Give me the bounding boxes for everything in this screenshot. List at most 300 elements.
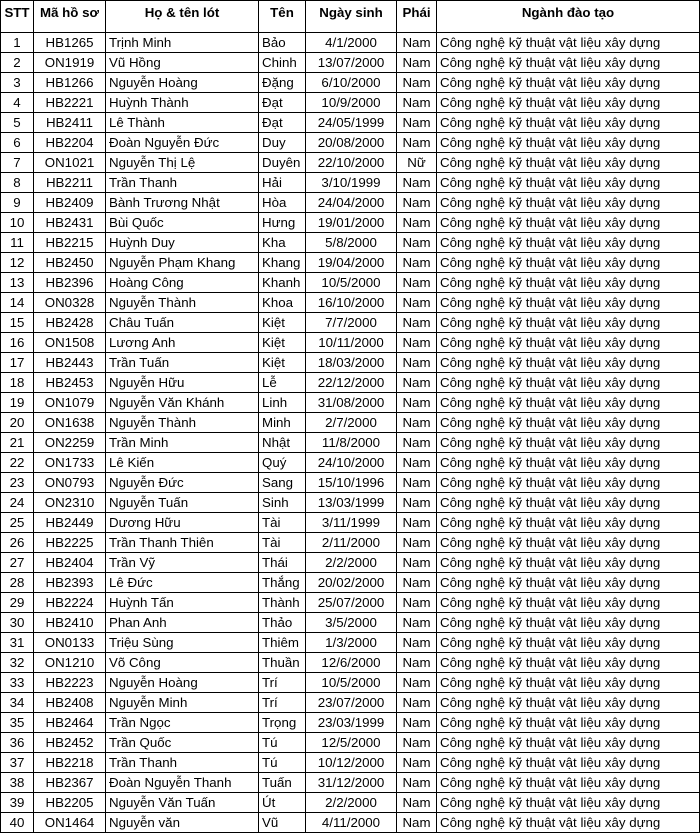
cell-phai: Nam: [397, 733, 437, 753]
cell-ten: Vũ: [259, 813, 306, 833]
cell-stt: 4: [1, 93, 34, 113]
table-row: [1, 73, 700, 93]
cell-stt: 32: [1, 653, 34, 673]
cell-ho-ten-lot: Nguyễn Phạm Khang: [106, 253, 259, 273]
cell-ten: Trí: [259, 693, 306, 713]
cell-ten: Duy: [259, 133, 306, 153]
cell-ho-ten-lot: Huỳnh Duy: [106, 233, 259, 253]
cell-nganh-dao-tao: Công nghệ kỹ thuật vật liệu xây dựng: [437, 813, 700, 833]
cell-ma-ho-so: HB1265: [34, 33, 106, 53]
cell-ten: Tú: [259, 753, 306, 773]
cell-ten: Út: [259, 793, 306, 813]
cell-stt: 35: [1, 713, 34, 733]
cell-stt: 21: [1, 433, 34, 453]
cell-ho-ten-lot: Hoàng Công: [106, 273, 259, 293]
cell-phai: Nam: [397, 653, 437, 673]
cell-nganh-dao-tao: Công nghệ kỹ thuật vật liệu xây dựng: [437, 713, 700, 733]
cell-phai: Nam: [397, 773, 437, 793]
cell-nganh-dao-tao: Công nghệ kỹ thuật vật liệu xây dựng: [437, 573, 700, 593]
table-row: [1, 653, 700, 673]
cell-ngay-sinh: 23/03/1999: [306, 713, 397, 733]
cell-ngay-sinh: 24/10/2000: [306, 453, 397, 473]
cell-ngay-sinh: 15/10/1996: [306, 473, 397, 493]
cell-ma-ho-so: ON0133: [34, 633, 106, 653]
table-row: [1, 573, 700, 593]
cell-stt: 38: [1, 773, 34, 793]
cell-nganh-dao-tao: Công nghệ kỹ thuật vật liệu xây dựng: [437, 473, 700, 493]
table-row: [1, 113, 700, 133]
cell-ngay-sinh: 1/3/2000: [306, 633, 397, 653]
cell-phai: Nam: [397, 233, 437, 253]
cell-ho-ten-lot: Đoàn Nguyễn Thanh: [106, 773, 259, 793]
cell-nganh-dao-tao: Công nghệ kỹ thuật vật liệu xây dựng: [437, 753, 700, 773]
cell-ma-ho-so: HB2367: [34, 773, 106, 793]
cell-ten: Tú: [259, 733, 306, 753]
table-row: [1, 393, 700, 413]
table-row: [1, 353, 700, 373]
cell-ten: Đặng: [259, 73, 306, 93]
table-row: [1, 693, 700, 713]
cell-ma-ho-so: HB2450: [34, 253, 106, 273]
cell-ngay-sinh: 2/11/2000: [306, 533, 397, 553]
cell-nganh-dao-tao: Công nghệ kỹ thuật vật liệu xây dựng: [437, 133, 700, 153]
cell-ngay-sinh: 13/03/1999: [306, 493, 397, 513]
header-ten: Tên: [259, 1, 306, 33]
table-row: [1, 493, 700, 513]
cell-ngay-sinh: 20/08/2000: [306, 133, 397, 153]
cell-ma-ho-so: ON2310: [34, 493, 106, 513]
cell-ho-ten-lot: Nguyễn văn: [106, 813, 259, 833]
cell-phai: Nam: [397, 173, 437, 193]
header-row: [1, 1, 700, 33]
cell-ten: Tài: [259, 513, 306, 533]
header-ho-ten-lot: Họ & tên lót: [106, 1, 259, 33]
cell-ma-ho-so: ON2259: [34, 433, 106, 453]
cell-nganh-dao-tao: Công nghệ kỹ thuật vật liệu xây dựng: [437, 493, 700, 513]
cell-ten: Thảo: [259, 613, 306, 633]
cell-nganh-dao-tao: Công nghệ kỹ thuật vật liệu xây dựng: [437, 393, 700, 413]
cell-stt: 40: [1, 813, 34, 833]
cell-ten: Khoa: [259, 293, 306, 313]
cell-nganh-dao-tao: Công nghệ kỹ thuật vật liệu xây dựng: [437, 733, 700, 753]
cell-stt: 36: [1, 733, 34, 753]
cell-ma-ho-so: HB2205: [34, 793, 106, 813]
cell-ngay-sinh: 2/2/2000: [306, 553, 397, 573]
cell-ho-ten-lot: Trần Ngọc: [106, 713, 259, 733]
cell-stt: 1: [1, 33, 34, 53]
cell-ngay-sinh: 5/8/2000: [306, 233, 397, 253]
cell-phai: Nam: [397, 353, 437, 373]
cell-ngay-sinh: 3/5/2000: [306, 613, 397, 633]
header-nganh-dao-tao: Ngành đào tạo: [437, 1, 700, 33]
cell-phai: Nam: [397, 813, 437, 833]
cell-ma-ho-so: HB2396: [34, 273, 106, 293]
cell-ho-ten-lot: Dương Hữu: [106, 513, 259, 533]
cell-ngay-sinh: 10/9/2000: [306, 93, 397, 113]
cell-ten: Kiệt: [259, 333, 306, 353]
cell-stt: 3: [1, 73, 34, 93]
cell-ngay-sinh: 12/5/2000: [306, 733, 397, 753]
cell-ma-ho-so: ON0328: [34, 293, 106, 313]
cell-ho-ten-lot: Nguyễn Thành: [106, 413, 259, 433]
cell-ho-ten-lot: Bùi Quốc: [106, 213, 259, 233]
cell-phai: Nam: [397, 753, 437, 773]
table-row: [1, 713, 700, 733]
cell-ngay-sinh: 22/12/2000: [306, 373, 397, 393]
cell-nganh-dao-tao: Công nghệ kỹ thuật vật liệu xây dựng: [437, 253, 700, 273]
cell-ten: Đạt: [259, 113, 306, 133]
cell-nganh-dao-tao: Công nghệ kỹ thuật vật liệu xây dựng: [437, 553, 700, 573]
cell-ngay-sinh: 4/11/2000: [306, 813, 397, 833]
cell-ten: Thắng: [259, 573, 306, 593]
cell-ma-ho-so: HB2404: [34, 553, 106, 573]
table-row: [1, 293, 700, 313]
cell-stt: 37: [1, 753, 34, 773]
cell-ma-ho-so: HB2428: [34, 313, 106, 333]
cell-ho-ten-lot: Lê Thành: [106, 113, 259, 133]
cell-phai: Nam: [397, 473, 437, 493]
cell-ma-ho-so: HB1266: [34, 73, 106, 93]
cell-ho-ten-lot: Huỳnh Thành: [106, 93, 259, 113]
cell-phai: Nam: [397, 73, 437, 93]
cell-ten: Hòa: [259, 193, 306, 213]
table-row: [1, 333, 700, 353]
cell-phai: Nam: [397, 433, 437, 453]
cell-ngay-sinh: 12/6/2000: [306, 653, 397, 673]
cell-nganh-dao-tao: Công nghệ kỹ thuật vật liệu xây dựng: [437, 53, 700, 73]
cell-ma-ho-so: HB2443: [34, 353, 106, 373]
cell-phai: Nam: [397, 33, 437, 53]
cell-stt: 10: [1, 213, 34, 233]
cell-ma-ho-so: ON1638: [34, 413, 106, 433]
cell-nganh-dao-tao: Công nghệ kỹ thuật vật liệu xây dựng: [437, 93, 700, 113]
table-row: [1, 753, 700, 773]
cell-ngay-sinh: 18/03/2000: [306, 353, 397, 373]
cell-nganh-dao-tao: Công nghệ kỹ thuật vật liệu xây dựng: [437, 113, 700, 133]
cell-nganh-dao-tao: Công nghệ kỹ thuật vật liệu xây dựng: [437, 633, 700, 653]
cell-ngay-sinh: 10/12/2000: [306, 753, 397, 773]
cell-ngay-sinh: 16/10/2000: [306, 293, 397, 313]
table-row: [1, 673, 700, 693]
cell-ten: Bảo: [259, 33, 306, 53]
cell-ngay-sinh: 4/1/2000: [306, 33, 397, 53]
cell-nganh-dao-tao: Công nghệ kỹ thuật vật liệu xây dựng: [437, 433, 700, 453]
cell-ho-ten-lot: Vũ Hồng: [106, 53, 259, 73]
cell-ngay-sinh: 2/7/2000: [306, 413, 397, 433]
cell-ho-ten-lot: Châu Tuấn: [106, 313, 259, 333]
cell-phai: Nữ: [397, 153, 437, 173]
cell-ngay-sinh: 20/02/2000: [306, 573, 397, 593]
cell-ho-ten-lot: Nguyễn Thành: [106, 293, 259, 313]
cell-ma-ho-so: ON1464: [34, 813, 106, 833]
cell-ma-ho-so: ON1079: [34, 393, 106, 413]
cell-nganh-dao-tao: Công nghệ kỹ thuật vật liệu xây dựng: [437, 293, 700, 313]
cell-ma-ho-so: HB2215: [34, 233, 106, 253]
cell-phai: Nam: [397, 713, 437, 733]
cell-stt: 33: [1, 673, 34, 693]
cell-phai: Nam: [397, 53, 437, 73]
cell-ngay-sinh: 31/12/2000: [306, 773, 397, 793]
cell-ho-ten-lot: Phan Anh: [106, 613, 259, 633]
cell-ten: Kiệt: [259, 353, 306, 373]
cell-ten: Hải: [259, 173, 306, 193]
cell-ma-ho-so: HB2218: [34, 753, 106, 773]
cell-phai: Nam: [397, 453, 437, 473]
table-row: [1, 733, 700, 753]
cell-stt: 9: [1, 193, 34, 213]
table-row: [1, 253, 700, 273]
cell-ten: Đạt: [259, 93, 306, 113]
cell-stt: 25: [1, 513, 34, 533]
cell-ten: Minh: [259, 413, 306, 433]
cell-nganh-dao-tao: Công nghệ kỹ thuật vật liệu xây dựng: [437, 73, 700, 93]
cell-phai: Nam: [397, 333, 437, 353]
cell-ngay-sinh: 19/04/2000: [306, 253, 397, 273]
cell-nganh-dao-tao: Công nghệ kỹ thuật vật liệu xây dựng: [437, 373, 700, 393]
cell-ten: Hưng: [259, 213, 306, 233]
cell-ma-ho-so: ON1210: [34, 653, 106, 673]
cell-ma-ho-so: HB2453: [34, 373, 106, 393]
table-row: [1, 593, 700, 613]
cell-ten: Khang: [259, 253, 306, 273]
table-row: [1, 213, 700, 233]
table-row: [1, 273, 700, 293]
header-ngay-sinh: Ngày sinh: [306, 1, 397, 33]
cell-ho-ten-lot: Trịnh Minh: [106, 33, 259, 53]
cell-ma-ho-so: HB2431: [34, 213, 106, 233]
cell-ho-ten-lot: Trần Minh: [106, 433, 259, 453]
cell-phai: Nam: [397, 133, 437, 153]
cell-phai: Nam: [397, 493, 437, 513]
cell-nganh-dao-tao: Công nghệ kỹ thuật vật liệu xây dựng: [437, 773, 700, 793]
cell-ho-ten-lot: Lê Kiến: [106, 453, 259, 473]
cell-nganh-dao-tao: Công nghệ kỹ thuật vật liệu xây dựng: [437, 153, 700, 173]
table-row: [1, 153, 700, 173]
cell-stt: 2: [1, 53, 34, 73]
cell-ten: Quý: [259, 453, 306, 473]
header-stt: STT: [1, 1, 34, 33]
cell-ngay-sinh: 7/7/2000: [306, 313, 397, 333]
cell-ten: Sinh: [259, 493, 306, 513]
cell-phai: Nam: [397, 293, 437, 313]
cell-phai: Nam: [397, 533, 437, 553]
cell-ho-ten-lot: Lương Anh: [106, 333, 259, 353]
cell-ngay-sinh: 24/04/2000: [306, 193, 397, 213]
cell-phai: Nam: [397, 93, 437, 113]
cell-ho-ten-lot: Bành Trương Nhật: [106, 193, 259, 213]
cell-nganh-dao-tao: Công nghệ kỹ thuật vật liệu xây dựng: [437, 213, 700, 233]
cell-stt: 34: [1, 693, 34, 713]
cell-stt: 14: [1, 293, 34, 313]
cell-phai: Nam: [397, 513, 437, 533]
cell-ngay-sinh: 19/01/2000: [306, 213, 397, 233]
cell-nganh-dao-tao: Công nghệ kỹ thuật vật liệu xây dựng: [437, 613, 700, 633]
cell-nganh-dao-tao: Công nghệ kỹ thuật vật liệu xây dựng: [437, 33, 700, 53]
cell-nganh-dao-tao: Công nghệ kỹ thuật vật liệu xây dựng: [437, 233, 700, 253]
cell-ho-ten-lot: Trần Vỹ: [106, 553, 259, 573]
cell-ma-ho-so: HB2464: [34, 713, 106, 733]
cell-ho-ten-lot: Nguyễn Đức: [106, 473, 259, 493]
cell-ma-ho-so: HB2225: [34, 533, 106, 553]
cell-stt: 6: [1, 133, 34, 153]
cell-phai: Nam: [397, 253, 437, 273]
cell-ho-ten-lot: Trần Thanh: [106, 173, 259, 193]
cell-phai: Nam: [397, 793, 437, 813]
cell-ma-ho-so: ON0793: [34, 473, 106, 493]
table-row: [1, 173, 700, 193]
table-row: [1, 633, 700, 653]
cell-nganh-dao-tao: Công nghệ kỹ thuật vật liệu xây dựng: [437, 793, 700, 813]
cell-phai: Nam: [397, 633, 437, 653]
cell-stt: 16: [1, 333, 34, 353]
cell-ho-ten-lot: Nguyễn Hoàng: [106, 673, 259, 693]
table-row: [1, 133, 700, 153]
cell-stt: 17: [1, 353, 34, 373]
cell-phai: Nam: [397, 613, 437, 633]
header-ma-ho-so: Mã hồ sơ: [34, 1, 106, 33]
cell-ho-ten-lot: Triệu Sùng: [106, 633, 259, 653]
cell-ten: Kiệt: [259, 313, 306, 333]
cell-phai: Nam: [397, 113, 437, 133]
cell-stt: 26: [1, 533, 34, 553]
cell-ngay-sinh: 25/07/2000: [306, 593, 397, 613]
table-row: [1, 373, 700, 393]
cell-stt: 15: [1, 313, 34, 333]
cell-nganh-dao-tao: Công nghệ kỹ thuật vật liệu xây dựng: [437, 413, 700, 433]
cell-phai: Nam: [397, 213, 437, 233]
cell-stt: 23: [1, 473, 34, 493]
cell-phai: Nam: [397, 573, 437, 593]
cell-ten: Khanh: [259, 273, 306, 293]
cell-ngay-sinh: 10/5/2000: [306, 273, 397, 293]
table-row: [1, 433, 700, 453]
cell-ngay-sinh: 6/10/2000: [306, 73, 397, 93]
cell-ma-ho-so: HB2410: [34, 613, 106, 633]
cell-phai: Nam: [397, 393, 437, 413]
cell-ho-ten-lot: Nguyễn Minh: [106, 693, 259, 713]
cell-ho-ten-lot: Lê Đức: [106, 573, 259, 593]
cell-ten: Nhật: [259, 433, 306, 453]
table-row: [1, 613, 700, 633]
table-row: [1, 233, 700, 253]
cell-ngay-sinh: 10/5/2000: [306, 673, 397, 693]
cell-nganh-dao-tao: Công nghệ kỹ thuật vật liệu xây dựng: [437, 353, 700, 373]
cell-ho-ten-lot: Võ Công: [106, 653, 259, 673]
table-row: [1, 773, 700, 793]
cell-stt: 8: [1, 173, 34, 193]
cell-ngay-sinh: 10/11/2000: [306, 333, 397, 353]
cell-ma-ho-so: HB2224: [34, 593, 106, 613]
cell-ho-ten-lot: Trần Thanh Thiên: [106, 533, 259, 553]
cell-ten: Sang: [259, 473, 306, 493]
cell-ten: Linh: [259, 393, 306, 413]
table-row: [1, 513, 700, 533]
cell-ten: Tuấn: [259, 773, 306, 793]
cell-stt: 28: [1, 573, 34, 593]
cell-ma-ho-so: HB2221: [34, 93, 106, 113]
cell-ma-ho-so: HB2449: [34, 513, 106, 533]
cell-phai: Nam: [397, 193, 437, 213]
cell-ho-ten-lot: Đoàn Nguyễn Đức: [106, 133, 259, 153]
cell-nganh-dao-tao: Công nghệ kỹ thuật vật liệu xây dựng: [437, 513, 700, 533]
cell-ngay-sinh: 22/10/2000: [306, 153, 397, 173]
table-row: [1, 473, 700, 493]
cell-stt: 24: [1, 493, 34, 513]
cell-ten: Thuần: [259, 653, 306, 673]
cell-ho-ten-lot: Nguyễn Hoàng: [106, 73, 259, 93]
cell-phai: Nam: [397, 413, 437, 433]
cell-stt: 27: [1, 553, 34, 573]
cell-stt: 39: [1, 793, 34, 813]
cell-phai: Nam: [397, 553, 437, 573]
cell-stt: 5: [1, 113, 34, 133]
cell-ngay-sinh: 11/8/2000: [306, 433, 397, 453]
header-phai: Phái: [397, 1, 437, 33]
table-row: [1, 453, 700, 473]
cell-ma-ho-so: HB2452: [34, 733, 106, 753]
cell-phai: Nam: [397, 673, 437, 693]
cell-ten: Trọng: [259, 713, 306, 733]
cell-ten: Trí: [259, 673, 306, 693]
cell-ngay-sinh: 2/2/2000: [306, 793, 397, 813]
cell-ngay-sinh: 13/07/2000: [306, 53, 397, 73]
table-row: [1, 553, 700, 573]
cell-ten: Thái: [259, 553, 306, 573]
cell-nganh-dao-tao: Công nghệ kỹ thuật vật liệu xây dựng: [437, 333, 700, 353]
cell-ten: Duyên: [259, 153, 306, 173]
cell-phai: Nam: [397, 593, 437, 613]
cell-ho-ten-lot: Trần Thanh: [106, 753, 259, 773]
cell-ma-ho-so: HB2411: [34, 113, 106, 133]
table-row: [1, 313, 700, 333]
cell-phai: Nam: [397, 273, 437, 293]
cell-stt: 11: [1, 233, 34, 253]
cell-ho-ten-lot: Trần Quốc: [106, 733, 259, 753]
cell-ma-ho-so: ON1733: [34, 453, 106, 473]
cell-ho-ten-lot: Nguyễn Tuấn: [106, 493, 259, 513]
cell-ten: Chinh: [259, 53, 306, 73]
cell-ma-ho-so: ON1508: [34, 333, 106, 353]
cell-ho-ten-lot: Nguyễn Hữu: [106, 373, 259, 393]
cell-phai: Nam: [397, 693, 437, 713]
cell-nganh-dao-tao: Công nghệ kỹ thuật vật liệu xây dựng: [437, 693, 700, 713]
cell-stt: 22: [1, 453, 34, 473]
cell-ngay-sinh: 31/08/2000: [306, 393, 397, 413]
cell-ten: Thiêm: [259, 633, 306, 653]
table-row: [1, 93, 700, 113]
cell-nganh-dao-tao: Công nghệ kỹ thuật vật liệu xây dựng: [437, 593, 700, 613]
cell-stt: 12: [1, 253, 34, 273]
cell-ma-ho-so: HB2393: [34, 573, 106, 593]
cell-nganh-dao-tao: Công nghệ kỹ thuật vật liệu xây dựng: [437, 453, 700, 473]
cell-ma-ho-so: HB2211: [34, 173, 106, 193]
cell-ma-ho-so: HB2204: [34, 133, 106, 153]
table-row: [1, 53, 700, 73]
cell-ho-ten-lot: Nguyễn Thị Lệ: [106, 153, 259, 173]
cell-ho-ten-lot: Huỳnh Tấn: [106, 593, 259, 613]
cell-ten: Thành: [259, 593, 306, 613]
cell-phai: Nam: [397, 373, 437, 393]
table-row: [1, 533, 700, 553]
table-row: [1, 193, 700, 213]
cell-nganh-dao-tao: Công nghệ kỹ thuật vật liệu xây dựng: [437, 313, 700, 333]
cell-stt: 18: [1, 373, 34, 393]
cell-ho-ten-lot: Nguyễn Văn Tuấn: [106, 793, 259, 813]
cell-stt: 29: [1, 593, 34, 613]
cell-ten: Lễ: [259, 373, 306, 393]
table-row: [1, 813, 700, 833]
cell-nganh-dao-tao: Công nghệ kỹ thuật vật liệu xây dựng: [437, 173, 700, 193]
